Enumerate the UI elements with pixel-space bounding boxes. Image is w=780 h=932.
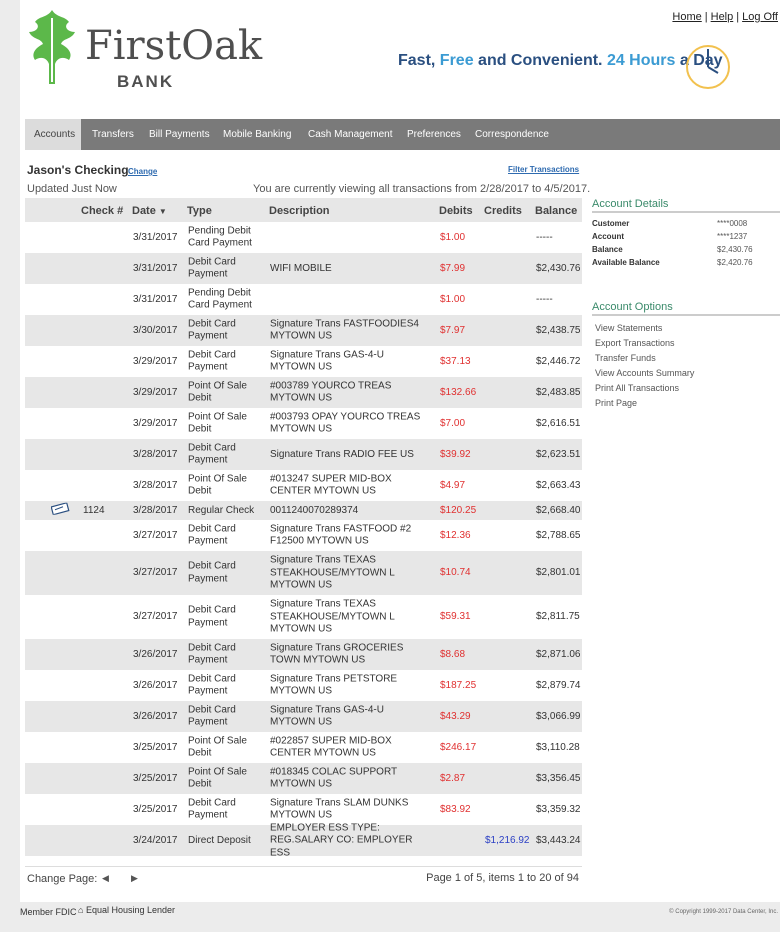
option-print-page[interactable]: Print Page xyxy=(595,398,638,408)
option-export-transactions[interactable]: Export Transactions xyxy=(595,338,675,348)
cell-debit: $4.97 xyxy=(440,479,466,491)
cell-balance: $2,616.51 xyxy=(536,417,581,429)
table-row[interactable] xyxy=(25,315,582,346)
cell-description: Signature Trans RADIO FEE US xyxy=(270,448,414,460)
top-links: Home | Help | Log Off xyxy=(672,11,778,23)
member-fdic: Member FDIC xyxy=(20,907,77,917)
tab-accounts[interactable]: Accounts xyxy=(25,119,81,150)
cell-balance: ----- xyxy=(536,231,553,243)
cell-date: 3/28/2017 xyxy=(133,448,178,460)
detail-value: ****1237 xyxy=(717,232,748,241)
table-row[interactable] xyxy=(25,253,582,284)
tagline-part: Fast, xyxy=(398,52,440,69)
sidebar xyxy=(592,198,780,411)
cell-description: WIFI MOBILE xyxy=(270,262,332,274)
filter-transactions-link[interactable]: Filter Transactions xyxy=(508,165,580,174)
cell-balance: $2,668.40 xyxy=(536,504,581,516)
table-row[interactable] xyxy=(25,732,582,763)
viewing-range: You are currently viewing all transactions from 2/28/2017 to 4/5/2017. xyxy=(253,183,591,195)
cell-description: Signature Trans GAS-4-U MYTOWN US xyxy=(270,704,384,728)
detail-key: Available Balance xyxy=(592,258,660,267)
cell-date: 3/30/2017 xyxy=(133,324,178,336)
cell-balance: $2,438.75 xyxy=(536,324,581,336)
cell-type: Pending Debit Card Payment xyxy=(188,287,252,311)
change-account-link[interactable]: Change xyxy=(128,167,158,176)
table-row[interactable] xyxy=(25,763,582,794)
cell-date: 3/27/2017 xyxy=(133,529,178,541)
tab-correspondence[interactable]: Correspondence xyxy=(475,129,549,140)
cell-balance: $3,443.24 xyxy=(536,834,581,846)
table-row[interactable] xyxy=(25,470,582,501)
cell-date: 3/31/2017 xyxy=(133,231,178,243)
prev-page-icon[interactable]: ◀ xyxy=(102,873,109,883)
tagline-part: and Convenient. xyxy=(473,52,607,69)
cell-balance: $3,359.32 xyxy=(536,803,581,815)
cell-balance: $2,879.74 xyxy=(536,679,581,691)
equal-housing-label: Equal Housing Lender xyxy=(85,905,176,915)
clock-icon xyxy=(684,43,732,91)
cell-debit: $7.00 xyxy=(440,417,466,429)
cell-balance: $2,446.72 xyxy=(536,355,581,367)
cell-debit: $7.99 xyxy=(440,262,466,274)
cell-type: Pending Debit Card Payment xyxy=(188,225,252,249)
header-date[interactable] xyxy=(132,205,167,217)
cell-type: Point Of Sale Debit xyxy=(188,411,247,435)
table-row[interactable] xyxy=(25,520,582,551)
cell-balance: $2,811.75 xyxy=(536,610,580,622)
cell-description: #022857 SUPER MID-BOX CENTER MYTOWN US xyxy=(270,735,392,759)
cell-date: 3/29/2017 xyxy=(133,417,178,429)
tab-mobile-banking[interactable]: Mobile Banking xyxy=(223,129,292,140)
cell-debit: $187.25 xyxy=(440,679,477,691)
cell-debit: $7.97 xyxy=(440,324,466,336)
cell-description: Signature Trans PETSTORE MYTOWN US xyxy=(270,673,398,697)
table-row[interactable] xyxy=(25,284,582,315)
cell-type: Regular Check xyxy=(188,504,255,516)
cell-date: 3/31/2017 xyxy=(133,293,178,305)
cell-date: 3/28/2017 xyxy=(133,504,178,516)
detail-value: $2,430.76 xyxy=(717,245,753,254)
cell-type: Point Of Sale Debit xyxy=(188,766,247,790)
cell-type: Debit Card Payment xyxy=(188,642,236,666)
cell-debit: $120.25 xyxy=(440,504,477,516)
updated-status: Updated Just Now xyxy=(27,183,117,195)
cell-debit: $2.87 xyxy=(440,772,466,784)
cell-date: 3/25/2017 xyxy=(133,741,178,753)
option-view-statements[interactable]: View Statements xyxy=(595,323,663,333)
cell-debit: $246.17 xyxy=(440,741,477,753)
cell-date: 3/26/2017 xyxy=(133,710,178,722)
header-check[interactable]: Check # xyxy=(81,205,124,217)
detail-value: $2,420.76 xyxy=(717,258,753,267)
cell-balance: $2,801.01 xyxy=(536,566,581,578)
cell-type: Direct Deposit xyxy=(188,834,251,846)
detail-value: ****0008 xyxy=(717,219,748,228)
option-transfer-funds[interactable]: Transfer Funds xyxy=(595,353,656,363)
table-row[interactable] xyxy=(25,794,582,825)
cell-date: 3/28/2017 xyxy=(133,479,178,491)
equal-housing-lender xyxy=(78,905,175,915)
cell-debit: $83.92 xyxy=(440,803,471,815)
page-info: Page 1 of 5, items 1 to 20 of 94 xyxy=(426,872,579,884)
cell-type: Point Of Sale Debit xyxy=(188,735,247,759)
cell-type: Debit Card Payment xyxy=(188,442,236,466)
cell-date: 3/26/2017 xyxy=(133,679,178,691)
table-row[interactable] xyxy=(25,670,582,701)
detail-key: Account xyxy=(592,232,624,241)
tagline-hours: 24 Hours xyxy=(606,52,676,69)
cell-description: 0011240070289374 xyxy=(270,504,359,516)
header-balance[interactable]: Balance xyxy=(535,205,578,217)
tagline xyxy=(398,52,723,70)
account-options-list xyxy=(592,321,780,411)
cell-debit: $8.68 xyxy=(440,648,466,660)
option-view-accounts-summary[interactable]: View Accounts Summary xyxy=(595,368,695,378)
cell-balance: $2,663.43 xyxy=(536,479,581,491)
cell-description: #013247 SUPER MID-BOX CENTER MYTOWN US xyxy=(270,473,392,497)
cell-debit: $10.74 xyxy=(440,566,471,578)
cell-description: Signature Trans GROCERIES TOWN MYTOWN US xyxy=(270,642,404,666)
table-row[interactable] xyxy=(25,821,582,858)
bank-logo[interactable] xyxy=(25,8,265,91)
cell-description: Signature Trans SLAM DUNKS MYTOWN US xyxy=(270,797,409,821)
cell-date: 3/27/2017 xyxy=(133,610,178,622)
brand-name: FirstOak xyxy=(85,23,263,69)
tab-bill-payments[interactable]: Bill Payments xyxy=(149,129,210,140)
table-row[interactable] xyxy=(25,408,582,439)
next-page-icon[interactable]: ▶ xyxy=(131,873,138,883)
cell-date: 3/24/2017 xyxy=(133,834,178,846)
header-credits[interactable]: Credits xyxy=(484,205,522,217)
cell-description: Signature Trans TEXAS STEAKHOUSE/MYTOWN L MYTOWN US xyxy=(270,598,395,635)
page xyxy=(20,0,780,902)
tagline-part: a Day xyxy=(675,52,723,69)
cell-description: #003793 OPAY YOURCO TREAS MYTOWN US xyxy=(270,411,421,435)
cell-type: Debit Card Payment xyxy=(188,523,236,547)
change-page-label: Change Page: xyxy=(27,873,98,885)
cell-debit: $1.00 xyxy=(440,231,466,243)
cell-date: 3/27/2017 xyxy=(133,566,178,578)
cell-type: Debit Card Payment xyxy=(188,797,236,821)
cell-type: Debit Card Payment xyxy=(188,673,236,697)
cell-balance: $3,110.28 xyxy=(536,741,580,753)
cell-type: Point Of Sale Debit xyxy=(188,473,247,497)
copyright: © Copyright 1999-2017 Data Center, Inc. xyxy=(669,909,778,915)
account-options-title: Account Options xyxy=(592,301,780,316)
table-row[interactable] xyxy=(25,551,582,595)
table-row[interactable] xyxy=(25,501,582,520)
sort-down-icon: ▼ xyxy=(158,207,167,216)
cell-debit: $1.00 xyxy=(440,293,466,305)
cell-debit: $132.66 xyxy=(440,386,477,398)
cell-balance: $3,356.45 xyxy=(536,772,581,784)
cell-credit: $1,216.92 xyxy=(485,834,530,846)
cell-type: Debit Card Payment xyxy=(188,560,236,584)
cell-debit: $12.36 xyxy=(440,529,471,541)
oak-leaf-icon xyxy=(25,8,79,86)
cell-balance: $2,871.06 xyxy=(536,648,581,660)
main-nav xyxy=(25,119,780,150)
cell-type: Debit Card Payment xyxy=(188,256,236,280)
cell-description: Signature Trans FASTFOODIES4 MYTOWN US xyxy=(270,318,419,342)
cell-balance: $2,430.76 xyxy=(536,262,581,274)
header-type[interactable]: Type xyxy=(187,205,212,217)
tab-transfers[interactable]: Transfers xyxy=(92,129,134,140)
header-debits[interactable]: Debits xyxy=(439,205,473,217)
brand-subtitle: BANK xyxy=(117,72,175,91)
cell-debit: $37.13 xyxy=(440,355,471,367)
house-icon: ⌂ xyxy=(78,905,84,915)
cell-date: 3/25/2017 xyxy=(133,772,178,784)
pager xyxy=(25,866,582,890)
option-print-all-transactions[interactable]: Print All Transactions xyxy=(595,383,680,393)
cell-balance: ----- xyxy=(536,293,553,305)
cell-description: EMPLOYER ESS TYPE: REG.SALARY CO: EMPLOYER ESS xyxy=(270,821,413,858)
cell-date: 3/29/2017 xyxy=(133,386,178,398)
cell-date: 3/26/2017 xyxy=(133,648,178,660)
home-link[interactable]: Home xyxy=(672,11,702,23)
cell-type: Point Of Sale Debit xyxy=(188,380,247,404)
tagline-free: Free xyxy=(439,52,474,69)
table-row[interactable] xyxy=(25,222,582,253)
account-details-title: Account Details xyxy=(592,198,780,213)
table-row[interactable] xyxy=(25,346,582,377)
cell-debit: $43.29 xyxy=(440,710,471,722)
cell-debit: $59.31 xyxy=(440,610,471,622)
cell-check-number: 1124 xyxy=(83,504,105,516)
cell-type: Debit Card Payment xyxy=(188,704,236,728)
cell-balance: $2,483.85 xyxy=(536,386,581,398)
header-description[interactable]: Description xyxy=(269,205,330,217)
table-row[interactable] xyxy=(25,377,582,408)
cell-description: #003789 YOURCO TREAS MYTOWN US xyxy=(270,380,392,404)
cell-type: Debit Card Payment xyxy=(188,604,236,628)
cell-debit: $39.92 xyxy=(440,448,471,460)
table-row[interactable] xyxy=(25,439,582,470)
cell-type: Debit Card Payment xyxy=(188,318,236,342)
cell-balance: $3,066.99 xyxy=(536,710,581,722)
table-row[interactable] xyxy=(25,595,582,639)
table-row[interactable] xyxy=(25,639,582,670)
table-row[interactable] xyxy=(25,701,582,732)
cell-date: 3/25/2017 xyxy=(133,803,178,815)
help-link[interactable]: Help xyxy=(710,11,734,23)
tab-cash-management[interactable]: Cash Management xyxy=(308,129,393,140)
cell-date: 3/31/2017 xyxy=(133,262,178,274)
cell-description: Signature Trans TEXAS STEAKHOUSE/MYTOWN L MYTOWN US xyxy=(270,554,395,591)
check-image-icon[interactable] xyxy=(51,502,71,519)
account-title: Jason's Checking xyxy=(27,163,129,177)
header-date-label: Date xyxy=(132,205,156,217)
cell-balance: $2,788.65 xyxy=(536,529,581,541)
logoff-link[interactable]: Log Off xyxy=(742,11,778,23)
cell-balance: $2,623.51 xyxy=(536,448,581,460)
cell-description: Signature Trans FASTFOOD #2 F12500 MYTOWN US xyxy=(270,523,412,547)
table-header xyxy=(25,198,582,222)
account-details-list xyxy=(592,217,780,277)
cell-date: 3/29/2017 xyxy=(133,355,178,367)
cell-type: Debit Card Payment xyxy=(188,349,236,373)
detail-key: Customer xyxy=(592,219,630,228)
tab-preferences[interactable]: Preferences xyxy=(407,129,461,140)
cell-description: #018345 COLAC SUPPORT MYTOWN US xyxy=(270,766,397,790)
cell-description: Signature Trans GAS-4-U MYTOWN US xyxy=(270,349,384,373)
detail-key: Balance xyxy=(592,245,623,254)
